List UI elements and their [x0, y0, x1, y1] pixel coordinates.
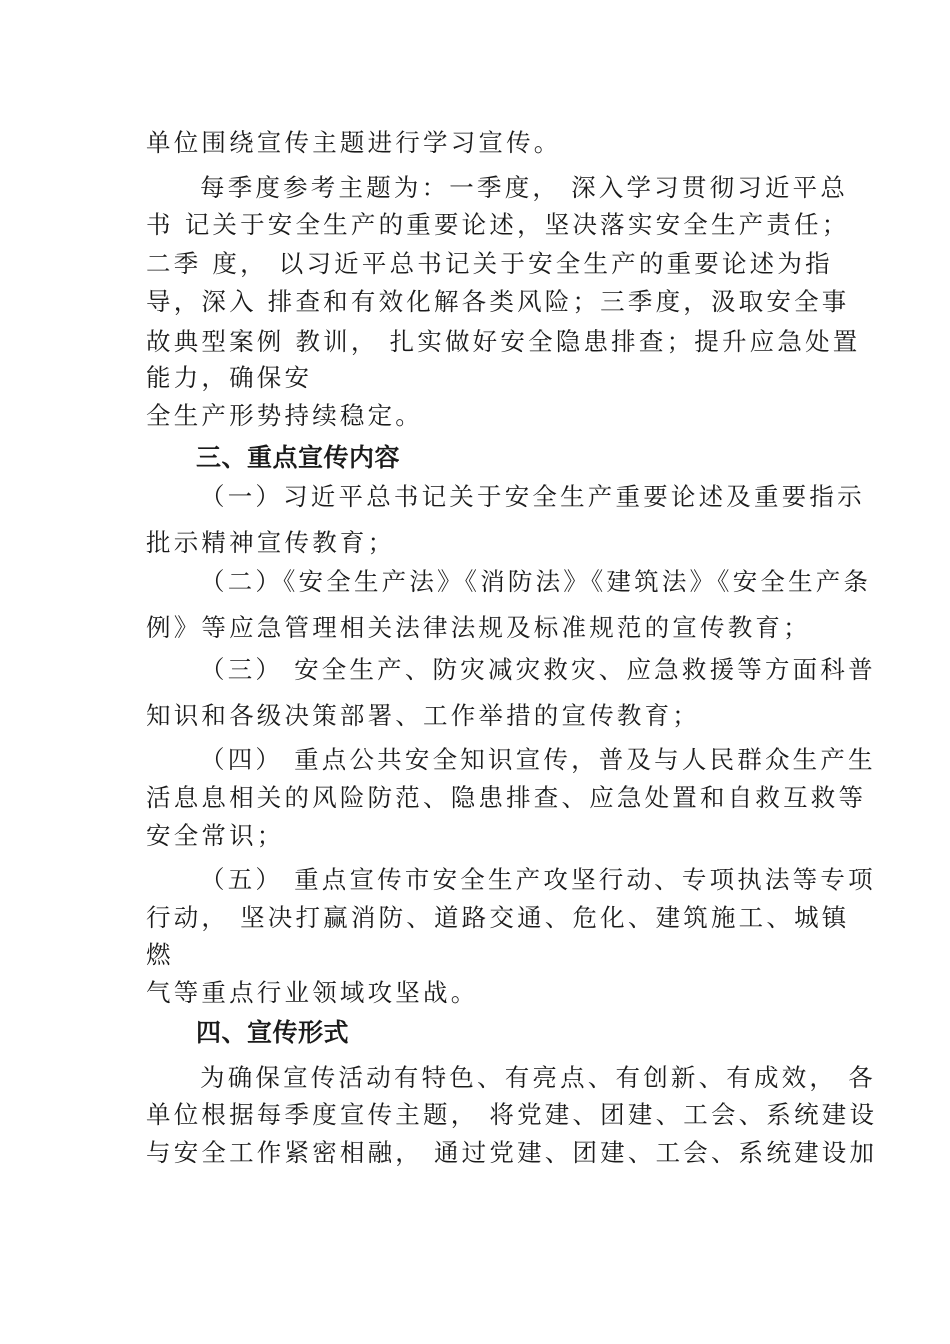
paragraph-line: 每季度参考主题为：一季度， 深入学习贯彻习近平总	[200, 173, 849, 202]
list-item-line: （五） 重点宣传市安全生产攻坚行动、专项执法等专项	[200, 865, 876, 894]
list-item-line: 行动， 坚决打赢消防、道路交通、危化、建筑施工、城镇	[146, 903, 850, 932]
list-item-line: （二）《安全生产法》《消防法》《建筑法》《安全生产条	[200, 567, 872, 596]
paragraph-line: 与安全工作紧密相融， 通过党建、团建、工会、系统建设加	[146, 1138, 878, 1167]
list-item-line: （三） 安全生产、防灾减灾救灾、应急救援等方面科普	[200, 655, 876, 684]
paragraph-line: 能力，确保安	[146, 363, 313, 392]
list-item-line: （四） 重点公共安全知识宣传，普及与人民群众生产生	[200, 745, 876, 774]
paragraph-line: 书 记关于安全生产的重要论述，坚决落实安全生产责任；	[146, 210, 850, 239]
paragraph-line: 单位根据每季度宣传主题， 将党建、团建、工会、系统建设	[146, 1100, 878, 1129]
section-heading-4: 四、宣传形式	[196, 1018, 350, 1047]
paragraph-line: 导，深入 排查和有效化解各类风险；三季度，汲取安全事	[146, 287, 850, 316]
list-item-line: 批示精神宣传教育；	[146, 528, 396, 557]
paragraph-line: 为确保宣传活动有特色、有亮点、有创新、有成效， 各	[200, 1063, 876, 1092]
list-item-line: （一）习近平总书记关于安全生产重要论述及重要指示	[200, 482, 865, 511]
list-item-line: 活息息相关的风险防范、隐患排查、应急处置和自救互救等	[146, 783, 867, 812]
list-item-line: 例》等应急管理相关法律法规及标准规范的宣传教育；	[146, 613, 811, 642]
list-item-line: 燃	[146, 940, 174, 969]
paragraph-line: 单位围绕宣传主题进行学习宣传。	[146, 128, 562, 157]
paragraph-line: 故典型案例 教训， 扎实做好安全隐患排查；提升应急处置	[146, 327, 861, 356]
paragraph-line: 全生产形势持续稳定。	[146, 401, 423, 430]
list-item-line: 安全常识；	[146, 821, 285, 850]
section-heading-3: 三、重点宣传内容	[196, 443, 401, 472]
list-item-line: 气等重点行业领域攻坚战。	[146, 978, 479, 1007]
paragraph-line: 二季 度， 以习近平总书记关于安全生产的重要论述为指	[146, 249, 833, 278]
list-item-line: 知识和各级决策部署、工作举措的宣传教育；	[146, 701, 700, 730]
